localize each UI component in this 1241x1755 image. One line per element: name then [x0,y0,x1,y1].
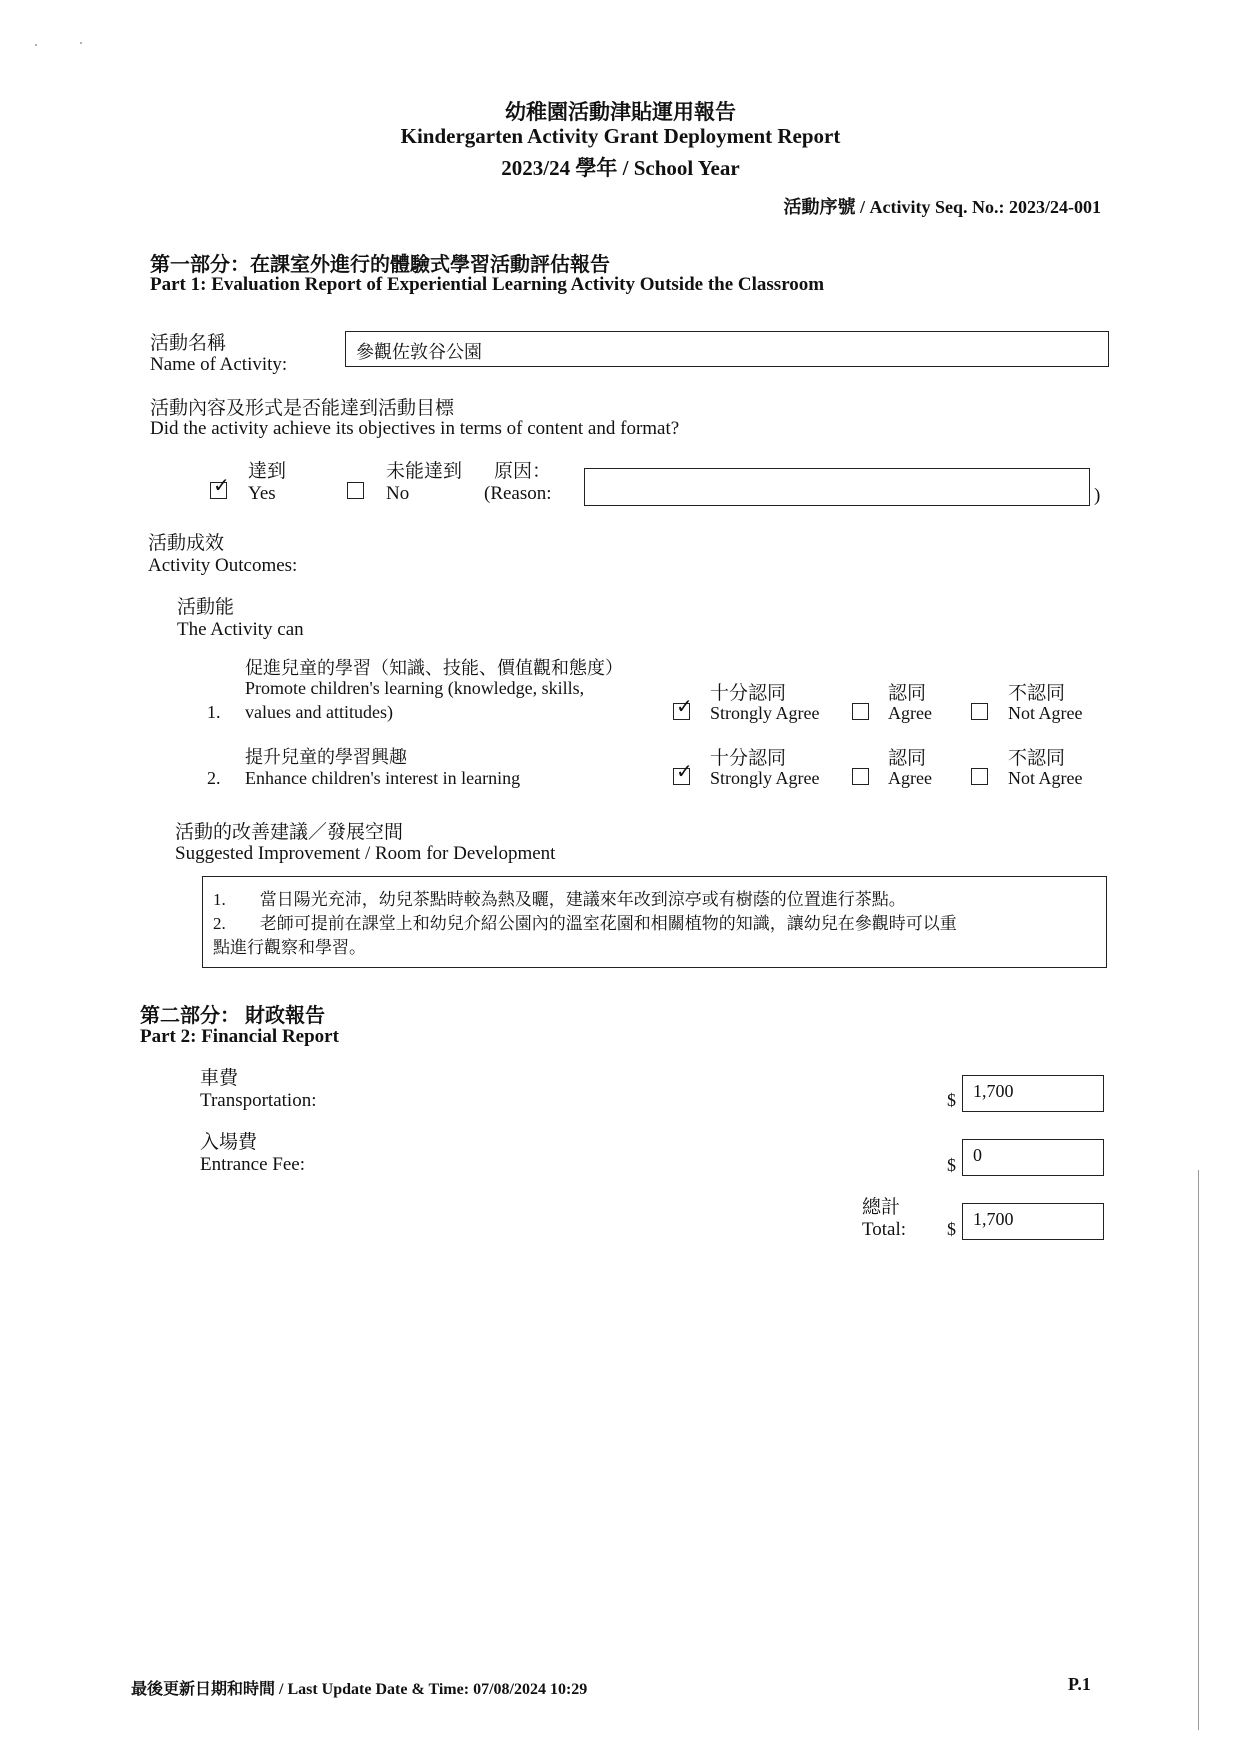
activity-name-value: 參觀佐敦谷公園 [356,342,482,362]
outcome-2-strongly-agree-zh: 十分認同 [710,748,787,769]
school-year: 2023/24 學年 / School Year [501,156,740,180]
reason-label-zh: 原因： [494,461,552,482]
transportation-label-zh: 車費 [200,1068,239,1089]
total-value: 1,700 [973,1209,1014,1229]
improvement-line-3: 點進行觀察和學習。 [213,938,366,957]
outcome-1-zh: 促進兒童的學習（知識、技能、價值觀和態度） [245,658,623,678]
outcome-2-agree-en: Agree [888,768,932,788]
currency-symbol: $ [947,1155,956,1175]
outcomes-label-en: Activity Outcomes: [148,555,298,576]
improvement-textbox[interactable] [202,876,1107,968]
outcome-1-not-agree-en: Not Agree [1008,703,1083,723]
entrance-fee-label-en: Entrance Fee: [200,1154,305,1175]
outcome-1-en-line1: Promote children's learning (knowledge, skills, [245,678,585,698]
yes-label-zh: 達到 [248,461,287,482]
entrance-fee-value: 0 [973,1145,982,1165]
scan-speck [35,44,37,46]
last-update: 最後更新日期和時間 / Last Update Date & Time: 07/08/2024 10:29 [131,1681,588,1698]
activity-seq-no: 活動序號 / Activity Seq. No.: 2023/24-001 [783,197,1101,217]
yes-label-en: Yes [248,483,276,504]
scan-edge [1198,1170,1199,1730]
no-checkbox[interactable] [347,482,364,499]
reason-label-en: (Reason: [484,483,552,504]
title-en: Kindergarten Activity Grant Deployment Report [400,124,841,148]
transportation-field[interactable] [962,1075,1104,1112]
entrance-fee-field[interactable] [962,1139,1104,1176]
outcome-1-not-agree-zh: 不認同 [1008,683,1066,704]
check-mark-icon: ✓ [676,759,693,783]
part1-heading-en: Part 1: Evaluation Report of Experiential Learning Activity Outside the Classroom [150,274,825,295]
entrance-fee-label-zh: 入場費 [200,1132,258,1153]
part2-heading-en: Part 2: Financial Report [140,1026,339,1047]
total-label-en: Total: [862,1219,907,1240]
improvement-label-zh: 活動的改善建議／發展空間 [175,822,404,843]
activity-name-field[interactable] [345,331,1109,367]
total-field[interactable] [962,1203,1104,1240]
page-number: P.1 [1068,1674,1091,1694]
check-mark-icon: ✓ [676,694,693,718]
yes-checkbox[interactable] [210,473,230,499]
currency-symbol: $ [947,1090,956,1110]
outcome-1-not-agree-checkbox[interactable] [971,703,988,720]
outcome-1-strongly-agree-zh: 十分認同 [710,683,787,704]
activity-can-en: The Activity can [177,619,304,640]
improvement-line-2: 2. 老師可提前在課堂上和幼兒介紹公園內的溫室花園和相關植物的知識，讓幼兒在參觀時可以重 [213,914,957,933]
transportation-label-en: Transportation: [200,1090,317,1111]
objectives-question-zh: 活動內容及形式是否能達到活動目標 [150,398,455,419]
no-label-zh: 未能達到 [386,461,463,482]
outcome-1-number: 1. [207,702,221,722]
part1-heading-zh: 第一部分：在課室外進行的體驗式學習活動評估報告 [150,254,610,276]
no-label-en: No [386,483,410,504]
outcome-1-agree-en: Agree [888,703,932,723]
outcome-2-zh: 提升兒童的學習興趣 [245,747,407,767]
outcome-2-not-agree-zh: 不認同 [1008,748,1066,769]
transportation-value: 1,700 [973,1081,1014,1101]
outcomes-label-zh: 活動成效 [148,533,225,554]
outcome-2-agree-checkbox[interactable] [852,768,869,785]
reason-close-paren: ) [1094,485,1101,506]
activity-name-label-en: Name of Activity: [150,354,288,375]
activity-name-label-zh: 活動名稱 [150,333,227,354]
outcome-2-en-line1: Enhance children's interest in learning [245,768,521,788]
objectives-question-en: Did the activity achieve its objectives in terms of content and format? [150,418,680,439]
title-zh: 幼稚園活動津貼運用報告 [505,100,736,124]
improvement-label-en: Suggested Improvement / Room for Development [175,843,556,864]
reason-field[interactable] [584,468,1090,506]
total-label-zh: 總計 [862,1197,901,1218]
check-mark-icon: ✓ [213,473,230,497]
activity-can-zh: 活動能 [177,597,235,618]
scan-speck [80,42,82,44]
outcome-2-not-agree-en: Not Agree [1008,768,1083,788]
outcome-2-number: 2. [207,768,221,788]
outcome-1-agree-zh: 認同 [888,683,927,704]
currency-symbol: $ [947,1219,956,1239]
outcome-1-strongly-agree-en: Strongly Agree [710,703,820,723]
outcome-1-agree-checkbox[interactable] [852,703,869,720]
outcome-1-strongly-agree-checkbox[interactable] [673,694,693,720]
outcome-2-strongly-agree-checkbox[interactable] [673,759,693,785]
outcome-1-en-line2: values and attitudes) [245,702,393,722]
improvement-line-1: 1. 當日陽光充沛，幼兒茶點時較為熱及曬，建議來年改到涼亭或有樹蔭的位置進行茶點。 [213,890,906,909]
outcome-2-agree-zh: 認同 [888,748,927,769]
outcome-2-strongly-agree-en: Strongly Agree [710,768,820,788]
outcome-2-not-agree-checkbox[interactable] [971,768,988,785]
part2-heading-zh: 第二部分： 財政報告 [140,1005,325,1027]
